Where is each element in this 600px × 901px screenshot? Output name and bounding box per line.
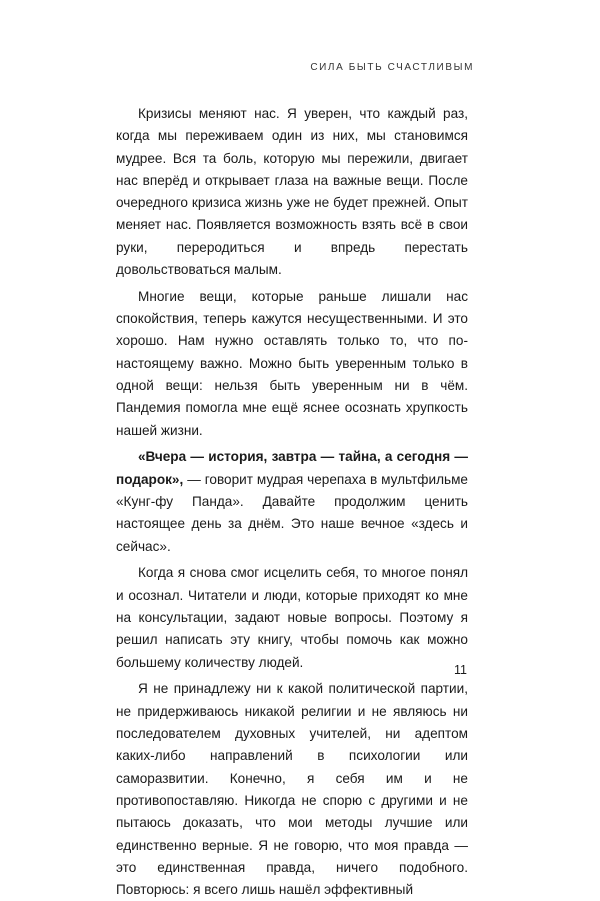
paragraph-3	[116, 446, 468, 557]
paragraph-2	[116, 286, 468, 442]
paragraph-text: Кризисы меняют нас. Я уверен, что каждый раз, когда мы переживаем один из них, мы становимся мудрее. Вся та боль, которую мы пережили, двигает нас вперёд и открывает глаза на важные вещи. После очередного кризиса жизнь уже не будет прежней. Опыт меняет нас. Появляется возможность взять всё в свои руки, переродиться и впредь перестать довольствоваться малым.	[116, 106, 468, 278]
paragraph-1	[116, 103, 468, 281]
running-header: СИЛА БЫТЬ СЧАСТЛИВЫМ	[310, 62, 474, 73]
paragraph-5	[116, 678, 468, 901]
paragraph-text: Когда я снова смог исцелить себя, то многое понял и осознал. Читатели и люди, которые приходят ко мне на консультации, задают новые вопросы. Поэтому я решил написать эту книгу, чтобы помочь как можно большему количеству людей.	[116, 565, 468, 670]
body-text	[116, 103, 468, 901]
page-number: 11	[454, 663, 467, 677]
paragraph-text: — говорит мудрая черепаха в мультфильме «Кунг-фу Панда». Давайте продолжим ценить настоящее день за днём. Это наше вечное «здесь и сейчас».	[116, 471, 468, 554]
paragraph-text: Я не принадлежу ни к какой политической партии, не придерживаюсь никакой религии и не являюсь ни последователем духовных учителей, ни адептом каких-либо направлений в психологии или саморазвитии. Конечно, я себя им и не противопоставляю. Никогда не спорю с другими и не пытаюсь доказать, что мои методы лучшие или единственно верные. Я не говорю, что моя правда — это единственная правда, ничего подобного. Повторюсь: я всего лишь нашёл эффективный	[116, 681, 468, 898]
paragraph-text: Многие вещи, которые раньше лишали нас спокойствия, теперь кажутся несущественными. И это хорошо. Нам нужно оставлять только то, что по-настоящему важно. Можно быть уверенным только в одной вещи: нельзя быть уверенным ни в чём. Пандемия помогла мне ещё яснее осознать хрупкость нашей жизни.	[116, 288, 468, 438]
quote-bold: «Вчера — история, завтра — тайна, а сегодня — подарок»,	[116, 449, 468, 487]
paragraph-4	[116, 562, 468, 673]
